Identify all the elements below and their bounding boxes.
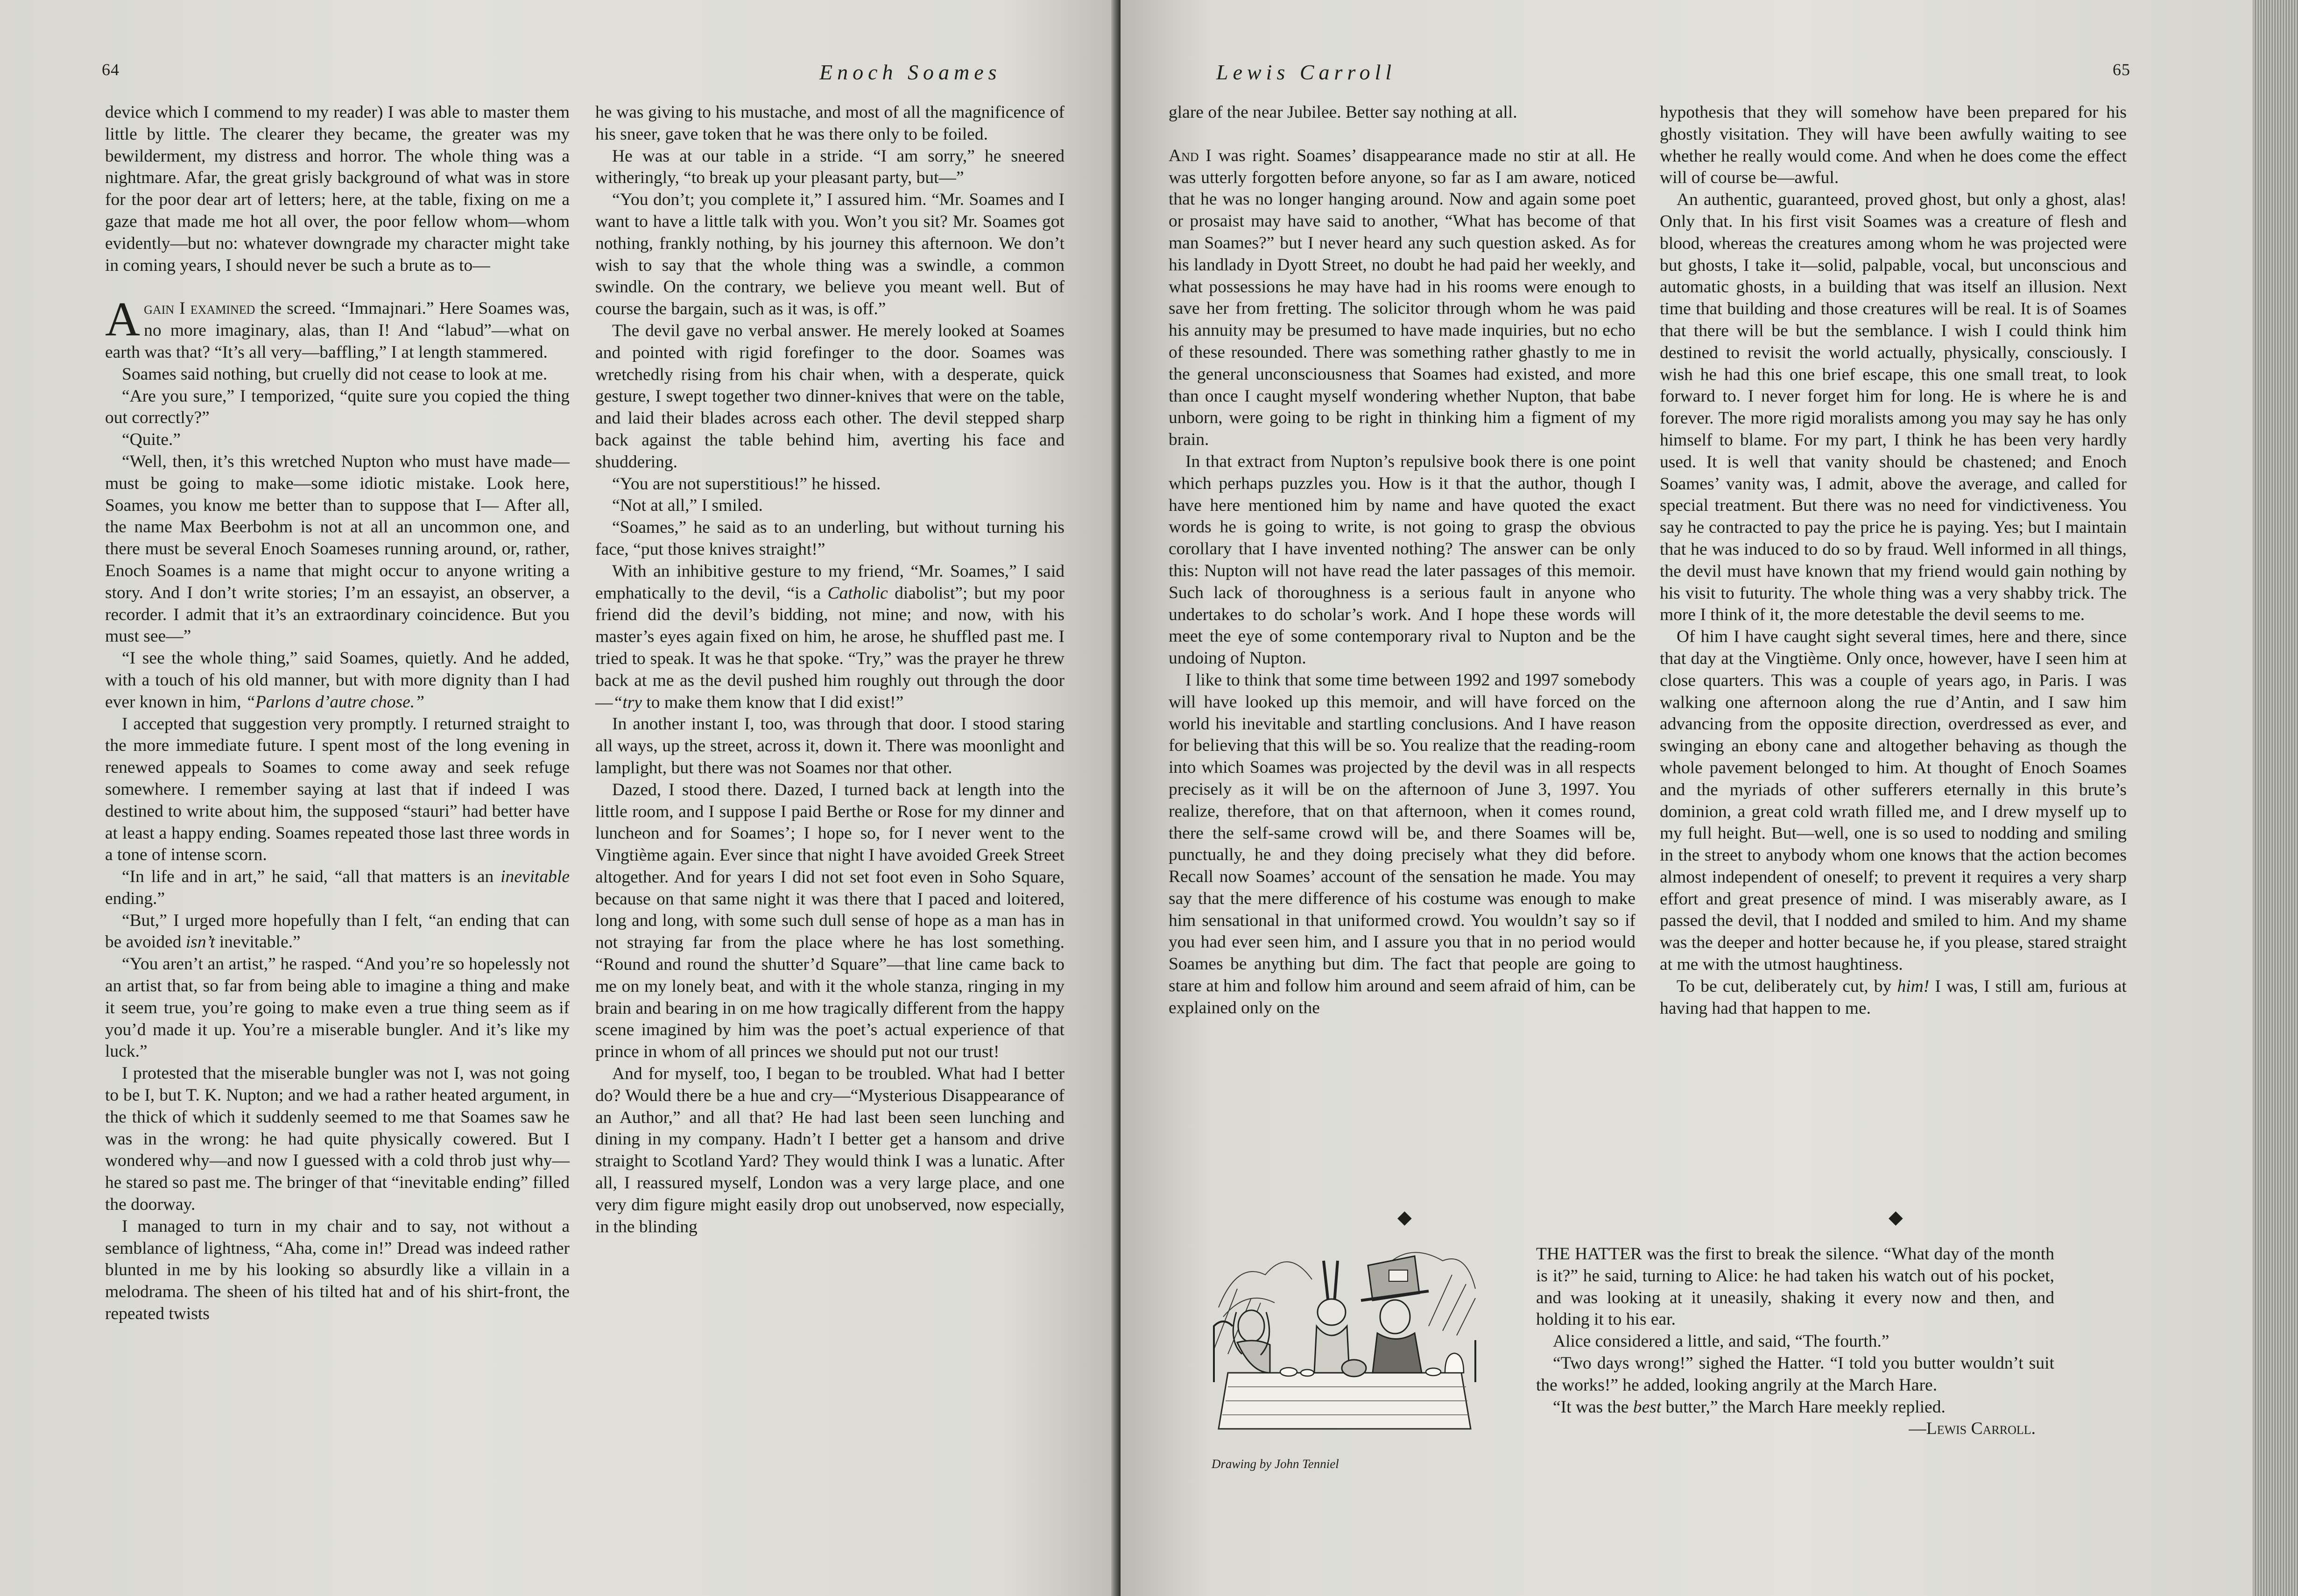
paragraph: “You are not superstitious!” he hissed. [612,474,881,494]
italic-text: “Parlons d’autre chose.” [246,692,424,712]
text: to make them know that I did exist!” [642,692,904,712]
alice-excerpt [1536,1243,2054,1440]
author-signature: —Lewis Carroll. [1909,1419,2036,1439]
column-1 [105,102,570,1325]
paragraph: In that extract from Nupton’s repulsive book there is one point which perhaps puzzles you. How is it that the author, though I have here mentioned him by name and have quoted the exact words he is going to write, is not going to grasp the obvious corollary that I have invented nothing? The answer can be only this: Nupton will not have read the later passages of this memoir. Such lack of thoroughness is a serious fault in anyone who undertakes to do scholar’s work. And I hope these words will meet the eye of some contemporary rival to Nupton and be the undoing of Nupton. [1169,452,1635,668]
illustration-credit: Drawing by John Tenniel [1212,1457,1339,1471]
paragraph: Alice considered a little, and said, “The fourth.” [1553,1332,1889,1351]
paragraph: I managed to turn in my chair and to say, not without a semblance of lightness, “Aha, come in!” Dread was indeed rather blunted in me by his looking so absurdly like a villain in a melodrama. The sheen of his tilted hat and of his shirt-front, the repeated twists [105,1216,570,1324]
paragraph [105,648,570,713]
text: With an inhibitive gesture to my friend, “Mr. Soames,” I said emphatically to the devil, “is a [595,561,1064,603]
paragraph: glare of the near Jubilee. Better say nothing at all. [1169,103,1517,122]
paragraph: I protested that the miserable bungler was not I, was not going to be I, but T. K. Nupton; and we had a rather heated argument, in the thick of which it suddenly seemed to me that Soames saw he was in the wrong: he had quite physically cowered. But I wondered why—and now I guessed with a cold throb just why—he stared so past me. The bringer of that “inevitable ending” filled the doorway. [105,1064,570,1215]
paragraph [1536,1397,2054,1419]
text: I was right. Soames’ disappearance made no stir at all. He was utterly forgotten before anyone, so far as I am aware, noticed that he was no longer hanging around. Now and again some poet or prosaist may have said to another, “What has become of that man Soames?” but I never heard any such question asked. As for his landlady in Dyott Street, no doubt he had paid her weekly, and what possessions he may have had in his rooms were enough to save her from fretting. The solicitor through whom he was paid his annuity may be presumed to have made inquiries, but no echo of these resounded. There was something rather ghastly to me in the general unconsciousness that Soames had existed, and more than once I caught myself wondering whether Nupton, that babe unborn, were going to be right in thinking him a figment of my brain. [1169,146,1635,450]
paragraph: “Not at all,” I smiled. [612,496,763,516]
text: To be cut, deliberately cut, by [1677,976,1897,996]
paragraph: I accepted that suggestion very promptly. I returned straight to the more immediate future. I spent most of the long evening in renewed appeals to Soames to come away and seek refuge somewhere. I remember saying at last that if indeed I was destined to write about him, the supposed “stauri” had better have at least a happy ending. Soames repeated those last three words in a tone of intense scorn. [105,714,570,865]
paragraph: “Quite.” [122,430,181,450]
paragraph: I like to think that some time between 1992 and 1997 somebody will have looked up this memoir, and will have forced on the world his inevitable and startling conclusions. And I have reason for believing that this will be so. You realize that the reading-room into which Soames was projected by the devil was in all respects precisely as it will be on the afternoon of June 3, 1997. You realize, therefore, that on that afternoon, when it comes round, there the self-same crowd will be, and there Soames will be, punctually, he and they doing precisely what they did before. Recall now Soames’ account of the sensation he made. You may say that the mere difference of his costume was enough to make him sensational in that uniformed crowd. You wouldn’t say so if you had ever seen him, and I assure you that in no period would Soames be anything but dim. The fact that people are going to stare at him and follow him around and seem afraid of him, can be explained only on the [1169,670,1635,1017]
paragraph: And for myself, too, I began to be troubled. What had I better do? Would there be a hue and cry—“Mysterious Disappearance of an Author,” and all that? He had last been seen lunching and dining in my company. Hadn’t I better get a hansom and drive straight to Scotland Yard? They would think I was a lunatic. After all, I reassured myself, London was a very large place, and one very dim figure might easily drop out unobserved, now especially, in the blinding [595,1064,1064,1236]
italic-text: inevitable [500,867,570,887]
page-number: 64 [102,60,120,79]
paragraph: The devil gave no verbal answer. He merely looked at Soames and pointed with rigid forefinger to the door. Soames was wretchedly rising from his chair when, with a desperate, quick gesture, I swept together two dinner-knives that were on the table, and laid their blades across each other. The devil stepped sharp back against the table behind him, averting his face and shuddering. [595,321,1064,472]
paragraph [595,561,1064,714]
paragraph: THE HATTER was the first to break the silence. “What day of the month is it?” he said, turning to Alice: he had taken his watch out of his pocket, and was looking at it uneasily, shaking it every now and then, and holding it to his ear. [1536,1244,2054,1329]
paragraph: hypothesis that they will somehow have been prepared for his ghostly visitation. They will have been awfully waiting to see whether he really would come. And when he does come the effect will of course be—awful. [1660,103,2127,188]
paragraph: He was at our table in a stride. “I am sorry,” he sneered witheringly, “to break up your pleasant party, but—” [595,146,1064,188]
paragraph [105,866,570,910]
diamond-ornament: ◆ [1397,1207,1412,1228]
text: diabolist”; but my poor friend did the devil’s bidding, not mine; and now, with his master’s eyes again fixed on him, he arose, he shuffled past me. I tried to speak. It was he that spoke. “Try,” was the prayer he threw back at me as the devil pushed him roughly out through the door— [595,583,1065,712]
paragraph: In another instant I, too, was through that door. I stood staring all ways, up the street, across it, down it. There was moonlight and lamplight, but there was not Soames nor that other. [595,714,1064,777]
paragraph: “Two days wrong!” sighed the Hatter. “I told you butter wouldn’t suit the works!” he added, looking angrily at the March Hare. [1536,1353,2054,1395]
small-caps: And [1169,146,1199,165]
page-edges [2253,0,2298,1596]
page-number: 65 [2113,60,2130,79]
text: the screed. “Immajnari.” Here Soames was, no more imaginary, alas, than I! And “labud”—what on earth was that? “It’s all very—baffling,” I at length stammered. [105,299,570,362]
paragraph [1660,976,2127,1020]
running-head: Enoch Soames [819,60,1001,84]
paragraph [105,910,570,954]
italic-text: isn’t [185,932,215,952]
text: “But,” I urged more hopefully than I felt, “an ending that can be avoided [105,911,570,952]
italic-text: Catholic [827,583,888,603]
text: “It was the [1553,1397,1633,1417]
paragraph: he was giving to his mustache, and most of all the magnificence of his sneer, gave token that he was there only to be foiled. [595,103,1064,144]
paragraph: Soames said nothing, but cruelly did not cease to look at me. [122,364,548,384]
paragraph: Dazed, I stood there. Dazed, I turned back at length into the little room, and I suppose I paid Berthe or Rose for my dinner and luncheon and for Soames’; I hope so, for I never went to the Vingtième again. Ever since that night I have avoided Greek Street altogether. And for years I did not set foot even in Soho Square, because on that same night it was there that I paced and loitered, long and long, with some such dull sense of hope as a man has in not straying far from the place where he has lost something. “Round and round the shutter’d Square”—that line came back to me on my lonely beat, and with it the whole stanza, ringing in my brain and bearing in on me how tragically different from the happy scene imagined by him was the poet’s actual experience of that prince in whom of all princes we should put not our trust! [595,780,1064,1062]
tea-party-illustration [1209,1233,1480,1457]
column-2 [1660,102,2127,1019]
paragraph [1169,145,1635,451]
italic-text: “try [613,692,642,712]
running-head: Lewis Carroll [1216,60,1396,84]
drop-cap: A [105,292,141,346]
paragraph: “You aren’t an artist,” he rasped. “And you’re so hopelessly not an artist that, so far from being able to imagine a thing and make it seem true, you’re going to make even a true thing seem as if you’d made it up. You’re a miserable bungler. And it’s like my luck.” [105,954,570,1061]
text: butter,” the March Hare meekly replied. [1661,1397,1946,1417]
left-page [0,0,1118,1596]
text: “In life and in art,” he said, “all that matters is an [122,867,501,887]
paragraph: “You don’t; you complete it,” I assured him. “Mr. Soames and I want to have a little talk with you. Won’t you sit? Mr. Soames got nothing, frankly nothing, by his journey this afternoon. We don’t wish to say that the whole thing was a swindle, a common swindle. On the contrary, we believe you meant well. But of course the bargain, such as it was, is off.” [595,190,1064,319]
paragraph: An authentic, guaranteed, proved ghost, but only a ghost, alas! Only that. In his first visit Soames was a creature of flesh and blood, whereas the creatures among whom he was projected were but ghosts, I take it—solid, palpable, vocal, but unconscious and automatic ghosts, in a building that was itself an illusion. Next time that building and those creatures will be real. It is of Soames that there will be but the semblance. I wish I could think him destined to revisit the world actually, physically, consciously. I wish he had this one brief escape, this one small treat, to look forward to. I never forget him for long. He is where he is and forever. The more rigid moralists among you may say he has only himself to blame. For my part, I think he has been very hardly used. It is well that vanity should be chastened; and Enoch Soames’ vanity was, I admit, above the average, and called for special treatment. But there was no need for vindictiveness. You say he contracted to pay the price he is paying. Yes; but I maintain that he was induced to do so by fraud. Well informed in all things, the devil must have known that my friend would gain nothing by his visit to futurity. The whole thing was a very shabby trick. The more I think of it, the more detestable the devil seems to me. [1660,190,2127,625]
text: “I see the whole thing,” said Soames, quietly. And he added, with a touch of his old manner, but with more dignity than I had ever known in him, [105,649,570,712]
column-2 [595,102,1064,1238]
italic-text: best [1633,1397,1662,1417]
column-1 [1169,102,1635,1019]
paragraph: device which I commend to my reader) I was able to master them little by little. The clearer they became, the greater was my bewilderment, my distress and horror. The whole thing was a nightmare. Afar, the great grisly background of what was in store for the poor dear art of letters; here, at the table, fixing on me a gaze that made me hot all over, the poor fellow whom—whom evidently—but no: whatever downgrade my character might take in coming years, I should never be such a brute as to— [105,103,570,275]
small-caps: gain I examined [144,299,255,318]
text: ending.” [105,889,165,908]
paragraph-dropcap [105,292,570,363]
italic-text: him! [1897,976,1930,996]
paragraph: “Well, then, it’s this wretched Nupton who must have made—must be going to make—some idiotic mistake. Look here, Soames, you know me better than to suppose that I— After all, the name Max Beerbohm is not at all an uncommon one, and there must be several Enoch Soameses running around, or, rather, Enoch Soames is a name that might occur to anyone writing a story. And I don’t write stories; I’m an essayist, an observer, a recorder. I admit that it’s an extraordinary coincidence. But you must see—” [105,452,570,646]
paragraph: “Are you sure,” I temporized, “quite sure you copied the thing out correctly?” [105,386,570,428]
paragraph: “Soames,” he said as to an underling, but without turning his face, “put those knives straight!” [595,518,1064,559]
mad-tea-party-drawing [1209,1233,1480,1443]
paragraph: Of him I have caught sight several times, here and there, since that day at the Vingtième. Only once, however, have I seen him at close quarters. This was a couple of years ago, in Paris. I was walking one afternoon along the rue d’Antin, and I saw him advancing from the opposite direction, overdressed as ever, and swinging an ebony cane and altogether behaving as though the whole pavement belonged to him. At thought of Enoch Soames and the myriads of other sufferers eternally in this brute’s dominion, a great cold wrath filled me, and I drew myself up to my full height. But—well, one is so used to nodding and smiling in the street to anybody whom one knows that the action becomes almost independent of oneself; to prevent it requires a very sharp effort and great presence of mind. I was miserably aware, as I passed the devil, that I nodded and smiled to him. And my shame was the deeper and hotter because he, if you please, stared straight at me with the utmost haughtiness. [1660,627,2127,975]
text: I was, I still am, furious at having had that happen to me. [1660,976,2127,1018]
text: inevitable.” [215,932,301,952]
diamond-ornament: ◆ [1889,1207,1903,1228]
